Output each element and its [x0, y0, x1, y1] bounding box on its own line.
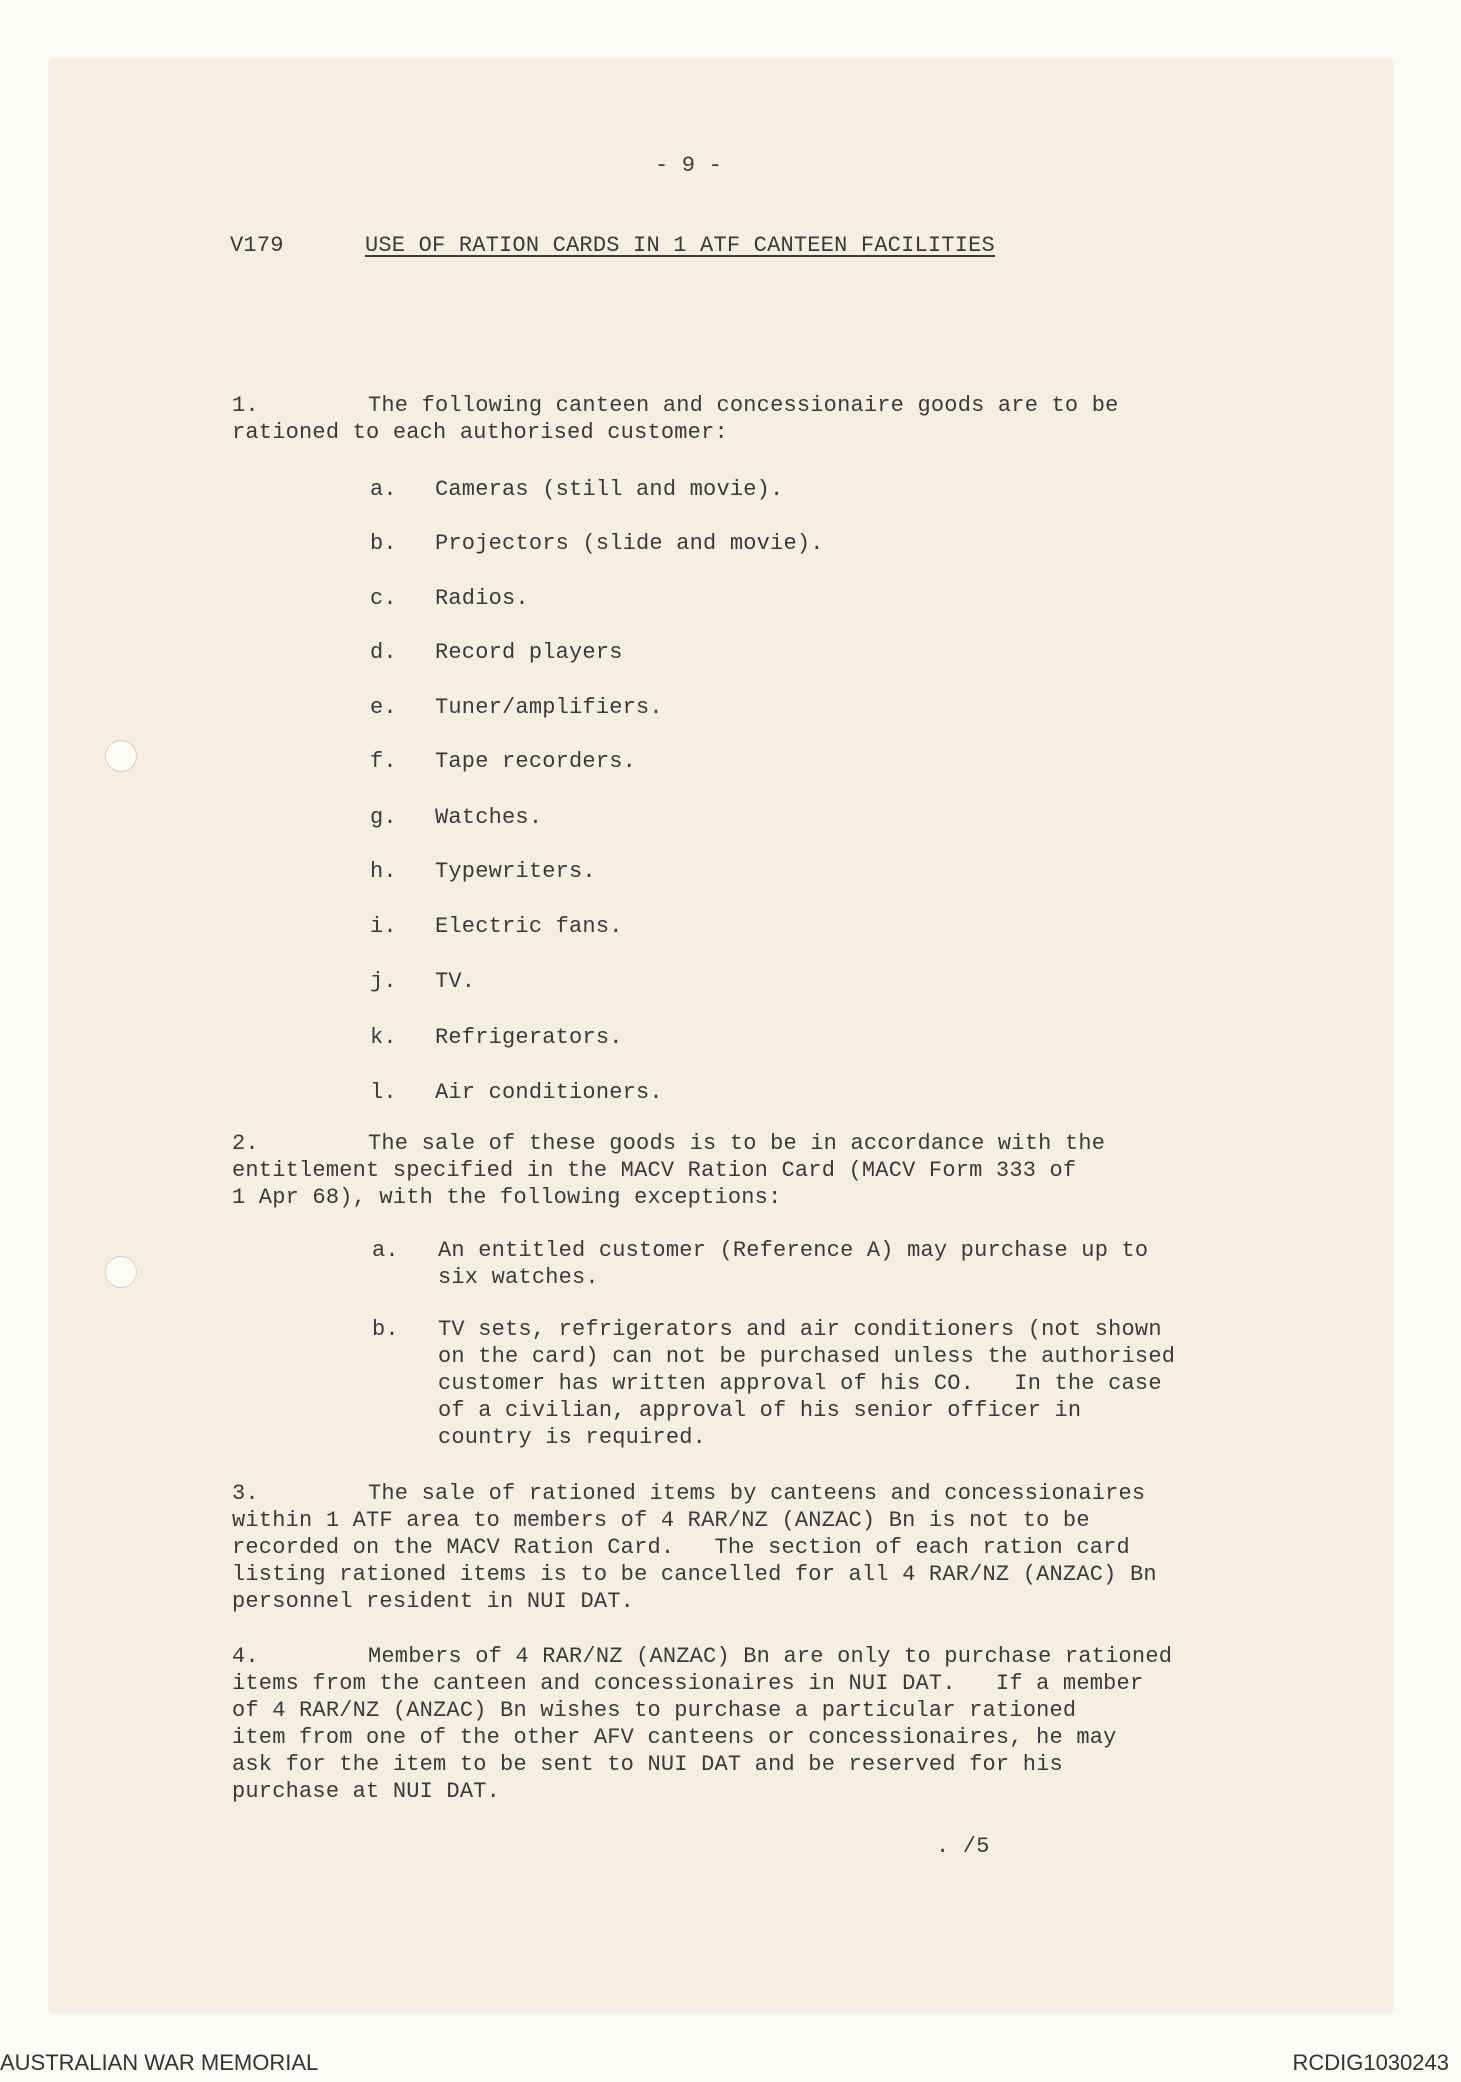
paragraph-number: 2. — [232, 1131, 259, 1156]
list-item-text: Tape recorders. — [435, 749, 637, 774]
paragraph-line: items from the canteen and concessionaires in NUI DAT. If a member — [232, 1671, 1144, 1696]
list-item-letter: g. — [370, 805, 397, 830]
sub-item-line: country is required. — [438, 1425, 707, 1450]
list-item-text: Projectors (slide and movie). — [435, 531, 824, 556]
list-item-letter: d. — [370, 640, 397, 665]
paragraph-line: 1 Apr 68), with the following exceptions: — [232, 1185, 782, 1210]
paragraph-line: The following canteen and concessionaire goods are to be — [368, 393, 1119, 418]
list-item-letter: e. — [370, 695, 397, 720]
footer-source: AUSTRALIAN WAR MEMORIAL — [0, 2050, 319, 2075]
list-item-text: Watches. — [435, 805, 543, 830]
footer-id: RCDIG1030243 — [1292, 2050, 1449, 2075]
continuation-marker: . /5 — [936, 1834, 990, 1859]
list-item-letter: b. — [370, 531, 397, 556]
paragraph-line: rationed to each authorised customer: — [232, 420, 728, 445]
sub-item-letter: b. — [372, 1317, 399, 1342]
sub-item-line: An entitled customer (Reference A) may purchase up to — [438, 1238, 1149, 1263]
list-item-text: Record players — [435, 640, 623, 665]
list-item-text: Electric fans. — [435, 914, 623, 939]
paragraph-line: listing rationed items is to be cancelled for all 4 RAR/NZ (ANZAC) Bn — [232, 1562, 1157, 1587]
paragraph-line: personnel resident in NUI DAT. — [232, 1589, 635, 1614]
sub-item-line: six watches. — [438, 1265, 599, 1290]
list-item-letter: h. — [370, 859, 397, 884]
page-number: - 9 - — [655, 153, 723, 178]
punch-hole — [105, 740, 137, 772]
paragraph-line: of 4 RAR/NZ (ANZAC) Bn wishes to purchase a particular rationed — [232, 1698, 1077, 1723]
list-item-text: Tuner/amplifiers. — [435, 695, 663, 720]
list-item-letter: i. — [370, 914, 397, 939]
paragraph-line: Members of 4 RAR/NZ (ANZAC) Bn are only to purchase rationed — [368, 1644, 1173, 1669]
paragraph-line: within 1 ATF area to members of 4 RAR/NZ (ANZAC) Bn is not to be — [232, 1508, 1090, 1533]
list-item-text: Typewriters. — [435, 859, 596, 884]
paragraph-line: purchase at NUI DAT. — [232, 1779, 501, 1804]
paragraph-number: 3. — [232, 1481, 259, 1506]
list-item-text: Refrigerators. — [435, 1025, 623, 1050]
paragraph-number: 1. — [232, 393, 259, 418]
sub-item-line: of a civilian, approval of his senior officer in — [438, 1398, 1082, 1423]
document-title: USE OF RATION CARDS IN 1 ATF CANTEEN FACILITIES — [365, 233, 995, 258]
sub-item-line: TV sets, refrigerators and air conditioners (not shown — [438, 1317, 1162, 1342]
list-item-letter: a. — [370, 477, 397, 502]
list-item-text: TV. — [435, 969, 476, 994]
sub-item-line: customer has written approval of his CO. In the case — [438, 1371, 1162, 1396]
sub-item-letter: a. — [372, 1238, 399, 1263]
list-item-letter: c. — [370, 586, 397, 611]
list-item-letter: l. — [370, 1080, 397, 1105]
paragraph-number: 4. — [232, 1644, 259, 1669]
punch-hole — [105, 1256, 137, 1288]
paragraph-line: ask for the item to be sent to NUI DAT and be reserved for his — [232, 1752, 1063, 1777]
list-item-letter: f. — [370, 749, 397, 774]
paragraph-line: item from one of the other AFV canteens or concessionaires, he may — [232, 1725, 1117, 1750]
list-item-text: Cameras (still and movie). — [435, 477, 784, 502]
reference-number: V179 — [230, 233, 284, 258]
list-item-text: Radios. — [435, 586, 529, 611]
paragraph-line: entitlement specified in the MACV Ration Card (MACV Form 333 of — [232, 1158, 1077, 1183]
list-item-text: Air conditioners. — [435, 1080, 663, 1105]
sub-item-line: on the card) can not be purchased unless the authorised — [438, 1344, 1176, 1369]
list-item-letter: j. — [370, 969, 397, 994]
paragraph-line: recorded on the MACV Ration Card. The section of each ration card — [232, 1535, 1130, 1560]
paragraph-line: The sale of these goods is to be in accordance with the — [368, 1131, 1106, 1156]
list-item-letter: k. — [370, 1025, 397, 1050]
paragraph-line: The sale of rationed items by canteens and concessionaires — [368, 1481, 1146, 1506]
